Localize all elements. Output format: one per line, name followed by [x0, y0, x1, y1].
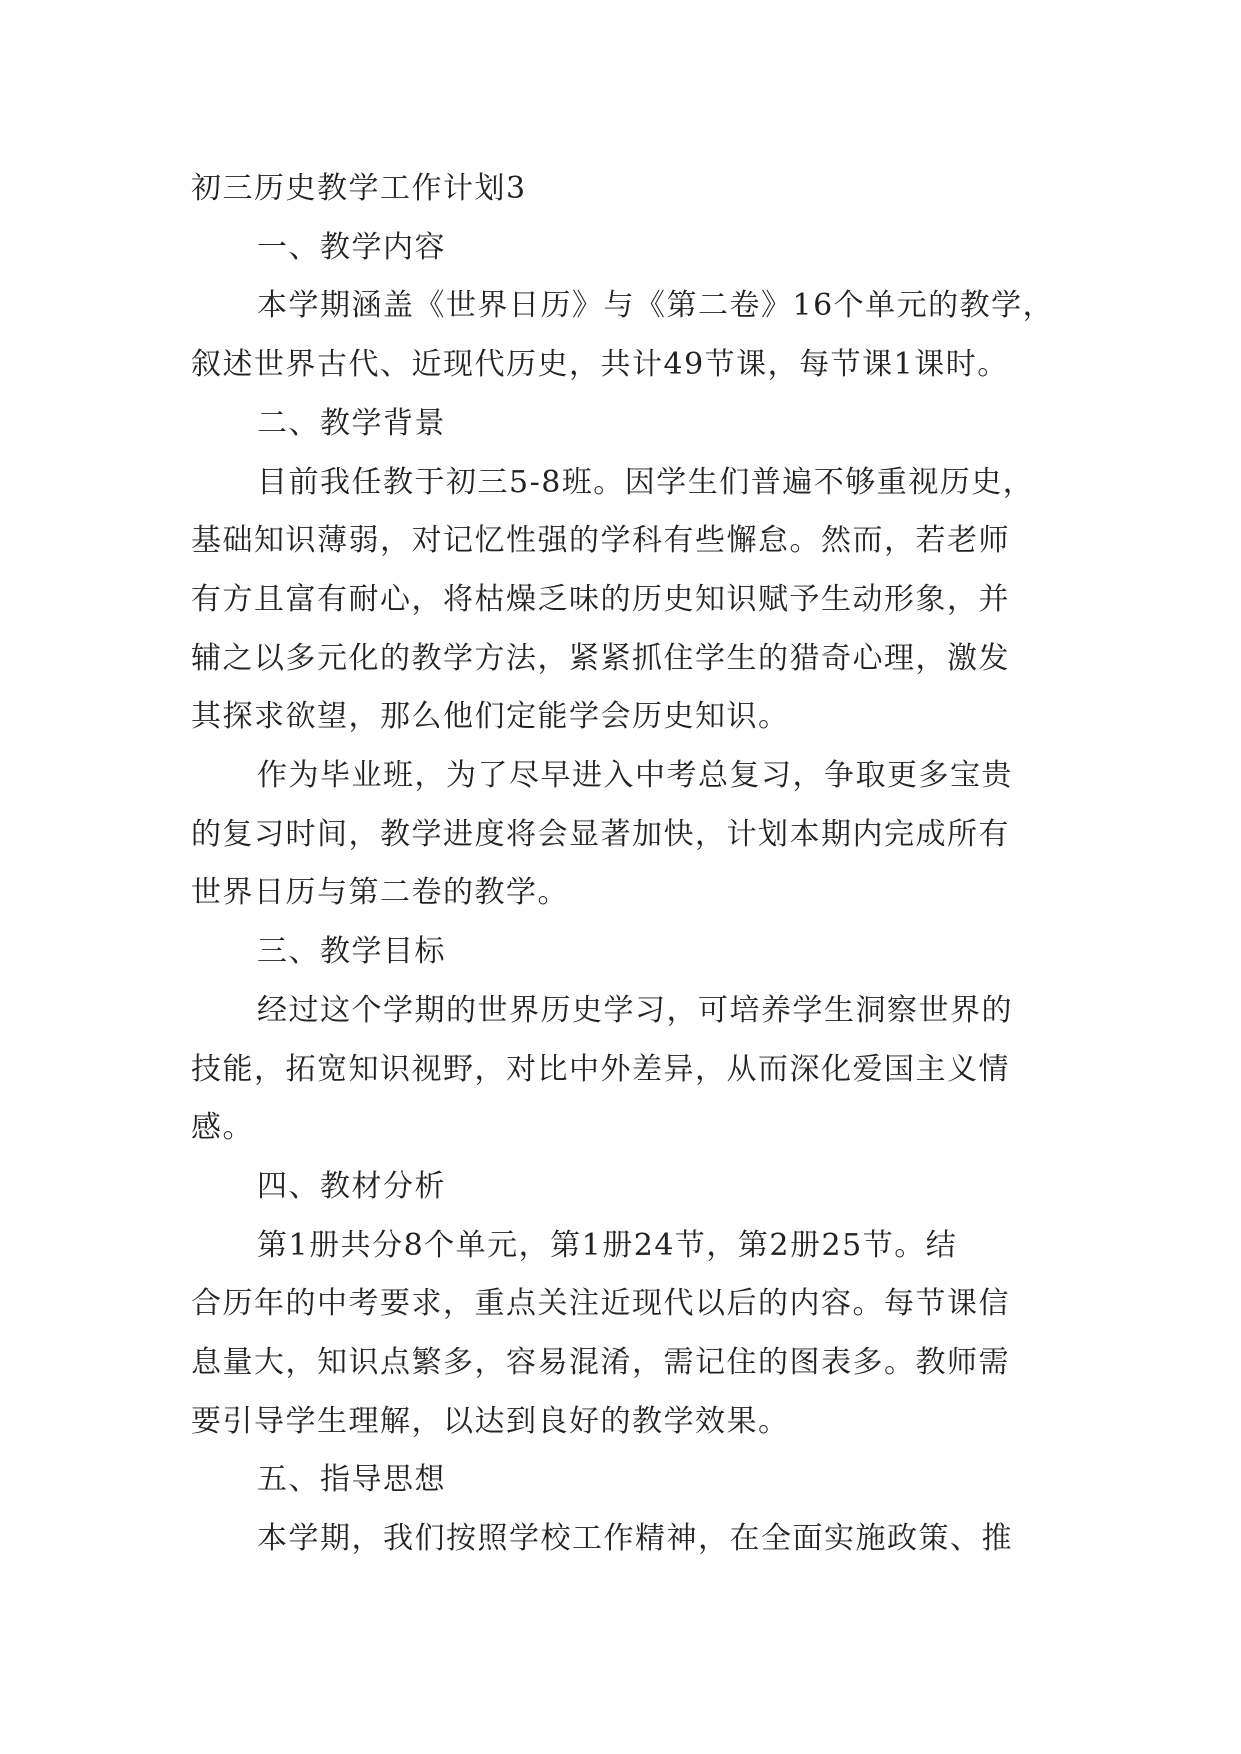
document-title: 初三历史教学工作计划3: [191, 171, 527, 206]
paragraph-line: 经过这个学期的世界历史学习，可培养学生洞察世界的: [257, 992, 1013, 1028]
paragraph-line: 世界日历与第二卷的教学。: [191, 875, 569, 911]
paragraph-line: 辅之以多元化的教学方法，紧紧抓住学生的猎奇心理，激发: [191, 640, 1010, 676]
paragraph-line: 感。: [191, 1110, 254, 1146]
paragraph-line: 本学期，我们按照学校工作精神，在全面实施政策、推: [257, 1521, 1013, 1557]
paragraph-line: 有方且富有耐心，将枯燥乏味的历史知识赋予生动形象，并: [191, 581, 1010, 617]
section-heading-guiding-ideas: 五、指导思想: [257, 1462, 446, 1498]
paragraph-line: 目前我任教于初三5-8班。因学生们普遍不够重视历史，: [257, 464, 1035, 500]
paragraph-line: 作为毕业班，为了尽早进入中考总复习，争取更多宝贵: [257, 758, 1013, 794]
paragraph-line: 合历年的中考要求，重点关注近现代以后的内容。每节课信: [191, 1286, 1010, 1322]
paragraph-line: 的复习时间，教学进度将会显著加快，计划本期内完成所有: [191, 816, 1010, 852]
section-heading-background: 二、教学背景: [257, 405, 446, 441]
paragraph-line: 本学期涵盖《世界日历》与《第二卷》16个单元的教学，: [257, 288, 1055, 324]
paragraph-line: 息量大，知识点繁多，容易混淆，需记住的图表多。教师需: [191, 1345, 1010, 1381]
section-heading-content: 一、教学内容: [257, 229, 446, 265]
paragraph-line: 其探求欲望，那么他们定能学会历史知识。: [191, 699, 790, 735]
paragraph-line: 要引导学生理解，以达到良好的教学效果。: [191, 1403, 790, 1439]
paragraph-line: 技能，拓宽知识视野，对比中外差异，从而深化爱国主义情: [191, 1051, 1010, 1087]
document-body: [191, 160, 1058, 1569]
section-heading-materials: 四、教材分析: [257, 1168, 446, 1204]
paragraph-line: 第1册共分8个单元，第1册24节，第2册25节。结: [257, 1227, 958, 1263]
paragraph-line: 基础知识薄弱，对记忆性强的学科有些懈怠。然而，若老师: [191, 523, 1010, 559]
paragraph-line: 叙述世界古代、近现代历史，共计49节课，每节课1课时。: [191, 347, 1009, 383]
section-heading-goals: 三、教学目标: [257, 934, 446, 970]
